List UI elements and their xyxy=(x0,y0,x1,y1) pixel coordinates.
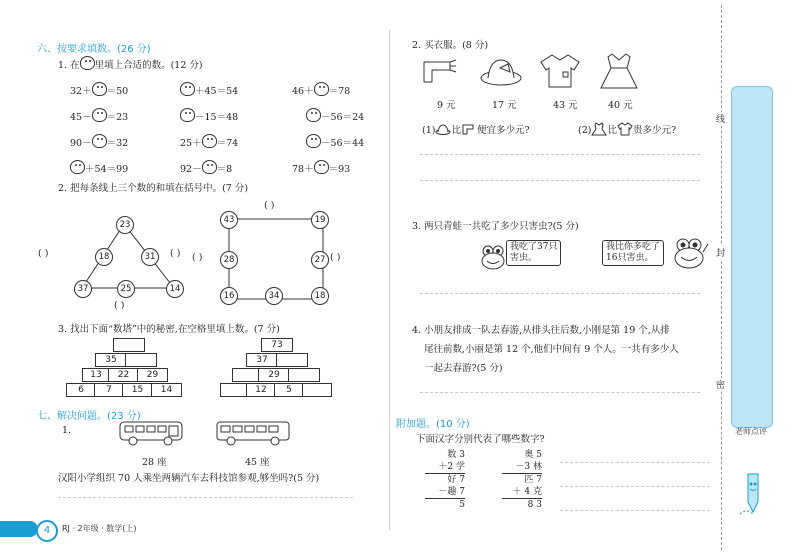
tower1-r4-c2: 7 xyxy=(94,383,124,397)
teacher-comment-label: 老师点评 xyxy=(735,427,767,436)
scarf-icon xyxy=(420,56,460,86)
answer-line xyxy=(58,497,353,498)
frog1-speech: 我吃了37只 害虫。 xyxy=(506,240,561,266)
teacher-comment-box[interactable] xyxy=(731,86,773,428)
square-bottom-right-node: 18 xyxy=(311,287,329,305)
tower1-top-cell[interactable] xyxy=(113,338,145,352)
pencil-mascot-icon xyxy=(734,470,770,520)
eq-1-2: ＋45＝54 xyxy=(180,82,238,97)
tower1-r4-c3: 15 xyxy=(122,383,153,397)
eq-3-2: 25＋ ＝74 xyxy=(180,134,238,149)
frog-icon xyxy=(670,236,710,272)
bus2-seats: 45 座 xyxy=(245,457,270,468)
square-right-mid-node: 27 xyxy=(311,251,329,269)
q3-instruction: 3. 找出下面“数塔”中的秘密,在空格里填上数。(7 分) xyxy=(58,324,280,335)
hat-icon xyxy=(478,54,524,88)
bonus-score: (10 分) xyxy=(436,419,470,430)
tower2-r4-c3: 5 xyxy=(274,383,304,397)
r-q4-line2: 尾往前数,小丽是第 12 个,他们中间有 9 个人。一共有多少人 xyxy=(424,344,679,355)
bus1-seats: 28 座 xyxy=(142,457,167,468)
section7-title: 七、解决问题。 xyxy=(37,411,107,422)
cut-label: 密 xyxy=(716,378,725,391)
tower2-r2-c1: 37 xyxy=(246,353,278,367)
bus-icon xyxy=(215,418,293,448)
eq-1-1: 32＋ ＝50 xyxy=(70,82,128,97)
answer-line xyxy=(560,510,710,511)
r-q3-label: 3. 两只青蛙一共吃了多少只害虫?(5 分) xyxy=(412,221,579,232)
tower1-r3-c1: 13 xyxy=(82,368,110,382)
tower2-r4-c1[interactable] xyxy=(220,383,248,397)
bonus-heading xyxy=(396,412,470,431)
tower2-r3-c3[interactable] xyxy=(288,368,320,382)
r-q4-line1: 4. 小朋友排成一队去春游,从排头往后数,小刚是第 19 个,从排 xyxy=(412,325,670,336)
answer-line xyxy=(420,154,700,155)
triangle-top-node: 23 xyxy=(116,216,134,234)
bonus-title: 附加题。 xyxy=(396,419,436,430)
triangle-bottom-right-node: 14 xyxy=(166,280,184,298)
apple-box-icon[interactable] xyxy=(92,82,107,96)
tower2-top-cell: 73 xyxy=(261,338,293,352)
q1-instruction: 1. 在 里填上合适的数。(12 分) xyxy=(58,56,203,71)
column-divider xyxy=(389,30,390,530)
r-q2-sub2: (2) 比 贵多少元? xyxy=(578,122,676,136)
tower1-r3-c2: 22 xyxy=(108,368,139,382)
tower2-r4-c2: 12 xyxy=(246,383,276,397)
tower2-r4-c4[interactable] xyxy=(302,383,332,397)
s7-q1-number: 1. xyxy=(62,425,72,436)
apple-box-icon[interactable] xyxy=(306,134,321,148)
apple-box-icon[interactable] xyxy=(92,134,107,148)
eq-3-3: －56＝44 xyxy=(306,134,364,149)
q2-instruction: 2. 把每条线上三个数的和填在括号中。(7 分) xyxy=(58,183,249,194)
triangle-left-node: 18 xyxy=(95,248,113,266)
r-q2-sub1: (1) 比 便宜多少元? xyxy=(422,125,530,136)
apple-box-icon[interactable] xyxy=(314,82,329,96)
square-bottom-mid-node: 34 xyxy=(265,287,283,305)
puzzle2: 奥 5 －3 林 匹 7 ＋ 4 克 8 3 xyxy=(502,449,542,511)
section6-title: 六、按要求填数。 xyxy=(37,44,117,55)
tower1-r3-c3: 29 xyxy=(137,368,168,382)
tower2-r2-c2[interactable] xyxy=(276,353,308,367)
answer-line xyxy=(420,180,700,181)
eq-3-1: 90－ ＝32 xyxy=(70,134,128,149)
triangle-bottom-answer[interactable]: ( ) xyxy=(114,300,125,311)
course-label: RJ · 2年级 · 数学(上) xyxy=(62,524,137,533)
apple-box-icon[interactable] xyxy=(202,134,217,148)
answer-line xyxy=(560,462,710,463)
answer-line xyxy=(560,486,710,487)
apple-box-icon[interactable] xyxy=(70,160,85,174)
bonus-text: 下面汉字分别代表了哪些数字? xyxy=(416,434,545,445)
price-scarf: 9 元 xyxy=(437,100,456,111)
tower1-r4-c1: 6 xyxy=(66,383,96,397)
shirt-icon xyxy=(617,122,633,136)
triangle-right-answer[interactable]: ( ) xyxy=(170,248,181,259)
square-top-left-node: 43 xyxy=(220,211,238,229)
hat-icon xyxy=(435,123,451,135)
square-top-answer[interactable]: ( ) xyxy=(264,200,275,211)
eq-2-3: －56＝24 xyxy=(306,108,364,123)
shirt-icon xyxy=(538,52,582,90)
square-left-mid-node: 28 xyxy=(220,251,238,269)
answer-line xyxy=(420,293,700,294)
frog2-speech: 我比你多吃了 16只害虫。 xyxy=(602,240,664,266)
eq-2-2: －15＝48 xyxy=(180,108,238,123)
eq-1-3: 46＋ ＝78 xyxy=(292,82,350,97)
tower2-r3-c1[interactable] xyxy=(232,368,260,382)
dress-icon xyxy=(597,51,641,91)
triangle-left-answer[interactable]: ( ) xyxy=(38,248,49,259)
answer-line xyxy=(420,392,700,393)
cut-label: 封 xyxy=(716,246,725,259)
triangle-bottom-mid-node: 25 xyxy=(117,280,135,298)
cut-label: 线 xyxy=(716,112,725,125)
bus-icon xyxy=(118,418,186,448)
square-left-answer[interactable]: ( ) xyxy=(192,252,203,263)
section6-score: (26 分) xyxy=(117,44,151,55)
page-number: 4 xyxy=(36,520,58,542)
price-hat: 17 元 xyxy=(492,100,517,111)
dress-icon xyxy=(591,122,607,136)
apple-box-icon[interactable] xyxy=(314,160,329,174)
cut-line xyxy=(721,5,722,550)
eq-4-3: 78＋ ＝93 xyxy=(292,160,350,175)
page-badge xyxy=(0,521,38,537)
price-shirt: 43 元 xyxy=(553,100,578,111)
tower1-r2-c1: 35 xyxy=(95,353,127,367)
r-q2-label: 2. 买衣服。(8 分) xyxy=(412,40,489,51)
s7-q1-text: 汉阳小学组织 70 人乘坐两辆汽车去科技馆参观,够坐吗?(5 分) xyxy=(58,473,320,484)
tower2-r3-c2: 29 xyxy=(258,368,290,382)
square-bottom-left-node: 16 xyxy=(220,287,238,305)
apple-box-icon[interactable] xyxy=(202,160,217,174)
frog-icon xyxy=(478,244,508,272)
puzzle1: 数 3 ＋2 学 好 7 －趣 7 5 xyxy=(425,449,465,511)
section6-heading xyxy=(37,37,151,56)
r-q4-line3: 一起去春游?(5 分) xyxy=(424,363,503,374)
square-top-right-node: 19 xyxy=(311,211,329,229)
triangle-right-node: 31 xyxy=(141,248,159,266)
apple-box-icon xyxy=(80,56,95,70)
apple-box-icon[interactable] xyxy=(180,82,195,96)
tower1-r2-c2[interactable] xyxy=(125,353,157,367)
eq-4-1: ＋54＝99 xyxy=(70,160,128,175)
price-dress: 40 元 xyxy=(608,100,633,111)
section7-score: (23 分) xyxy=(107,411,141,422)
apple-box-icon[interactable] xyxy=(92,108,107,122)
apple-box-icon[interactable] xyxy=(180,108,195,122)
square-right-answer[interactable]: ( ) xyxy=(330,252,341,263)
scarf-icon xyxy=(461,123,477,135)
triangle-bottom-left-node: 37 xyxy=(74,280,92,298)
apple-box-icon[interactable] xyxy=(306,108,321,122)
tower1-r4-c4: 14 xyxy=(151,383,182,397)
eq-4-2: 92－ ＝8 xyxy=(180,160,232,175)
eq-2-1: 45－ ＝23 xyxy=(70,108,128,123)
